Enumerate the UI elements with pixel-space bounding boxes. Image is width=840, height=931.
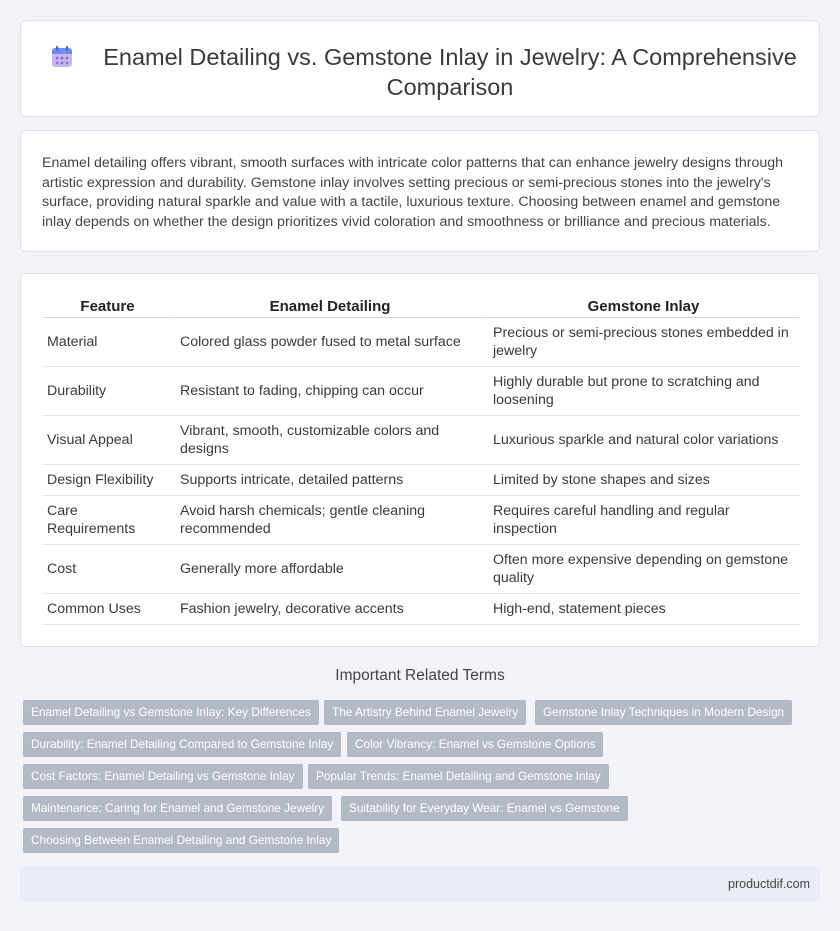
gemstone-cell: Luxurious sparkle and natural color variations xyxy=(486,416,799,465)
summary-text: Enamel detailing offers vibrant, smooth surfaces with intricate color patterns that can enhance jewelry designs through artistic expression and durability. Gemstone inlay involves setting precious or semi-precious stones into the jewelry's surface, providing natural sparkle and value with a tactile, luxurious texture. Choosing between enamel and gemstone inlay depends on whether the design prioritizes vivid coloration and smoothness or brilliance and precious materials. xyxy=(42,155,784,230)
gemstone-cell: Requires careful handling and regular inspection xyxy=(486,496,799,545)
gemstone-cell: Highly durable but prone to scratching and loosening xyxy=(486,367,799,416)
feature-cell: Cost xyxy=(43,545,172,594)
related-tag-maintenance[interactable]: Maintenance: Caring for Enamel and Gemstone Jewelry xyxy=(23,796,332,821)
footer xyxy=(20,867,820,901)
table-row xyxy=(43,594,799,625)
related-tag-popular-trends[interactable]: Popular Trends: Enamel Detailing and Gemstone Inlay xyxy=(308,764,609,789)
related-tag-artistry[interactable]: The Artistry Behind Enamel Jewelry xyxy=(324,700,526,725)
feature-cell: Visual Appeal xyxy=(43,416,172,465)
feature-cell: Durability xyxy=(43,367,172,416)
column-header-enamel: Enamel Detailing xyxy=(172,292,486,318)
calendar-icon xyxy=(50,45,74,69)
related-tag-durability[interactable]: Durability: Enamel Detailing Compared to Gemstone Inlay xyxy=(23,732,341,757)
enamel-cell: Resistant to fading, chipping can occur xyxy=(172,367,486,416)
related-tag-color-vibrancy[interactable]: Color Vibrancy: Enamel vs Gemstone Options xyxy=(347,732,603,757)
column-header-feature: Feature xyxy=(43,292,172,318)
title-card xyxy=(20,20,820,117)
related-tag-choosing[interactable]: Choosing Between Enamel Detailing and Gemstone Inlay xyxy=(23,828,339,853)
enamel-cell: Avoid harsh chemicals; gentle cleaning recommended xyxy=(172,496,486,545)
feature-cell: Common Uses xyxy=(43,594,172,625)
enamel-cell: Fashion jewelry, decorative accents xyxy=(172,594,486,625)
enamel-cell: Supports intricate, detailed patterns xyxy=(172,465,486,496)
related-tag-key-differences[interactable]: Enamel Detailing vs Gemstone Inlay: Key Differences xyxy=(23,700,319,725)
enamel-cell: Colored glass powder fused to metal surface xyxy=(172,318,486,367)
comparison-table xyxy=(43,292,799,625)
gemstone-cell: Precious or semi-precious stones embedded in jewelry xyxy=(486,318,799,367)
table-row xyxy=(43,367,799,416)
feature-cell: Material xyxy=(43,318,172,367)
gemstone-cell: Limited by stone shapes and sizes xyxy=(486,465,799,496)
footer-site-link[interactable]: productdif.com xyxy=(728,877,810,891)
table-header-row xyxy=(43,292,799,318)
related-tag-everyday-wear[interactable]: Suitability for Everyday Wear: Enamel vs Gemstone xyxy=(341,796,628,821)
table-row xyxy=(43,496,799,545)
enamel-cell: Vibrant, smooth, customizable colors and designs xyxy=(172,416,486,465)
table-row xyxy=(43,545,799,594)
comparison-card xyxy=(20,273,820,647)
feature-cell: Care Requirements xyxy=(43,496,172,545)
feature-cell: Design Flexibility xyxy=(43,465,172,496)
enamel-cell: Generally more affordable xyxy=(172,545,486,594)
table-row xyxy=(43,465,799,496)
summary-card xyxy=(20,130,820,252)
related-tag-inlay-techniques[interactable]: Gemstone Inlay Techniques in Modern Design xyxy=(535,700,792,725)
page-title: Enamel Detailing vs. Gemstone Inlay in Jewelry: A Comprehensive Comparison xyxy=(103,44,797,100)
gemstone-cell: High-end, statement pieces xyxy=(486,594,799,625)
gemstone-cell: Often more expensive depending on gemstone quality xyxy=(486,545,799,594)
table-row xyxy=(43,416,799,465)
related-tag-cost-factors[interactable]: Cost Factors: Enamel Detailing vs Gemstone Inlay xyxy=(23,764,303,789)
column-header-gemstone: Gemstone Inlay xyxy=(486,292,799,318)
related-terms-heading: Important Related Terms xyxy=(335,667,505,684)
table-row xyxy=(43,318,799,367)
